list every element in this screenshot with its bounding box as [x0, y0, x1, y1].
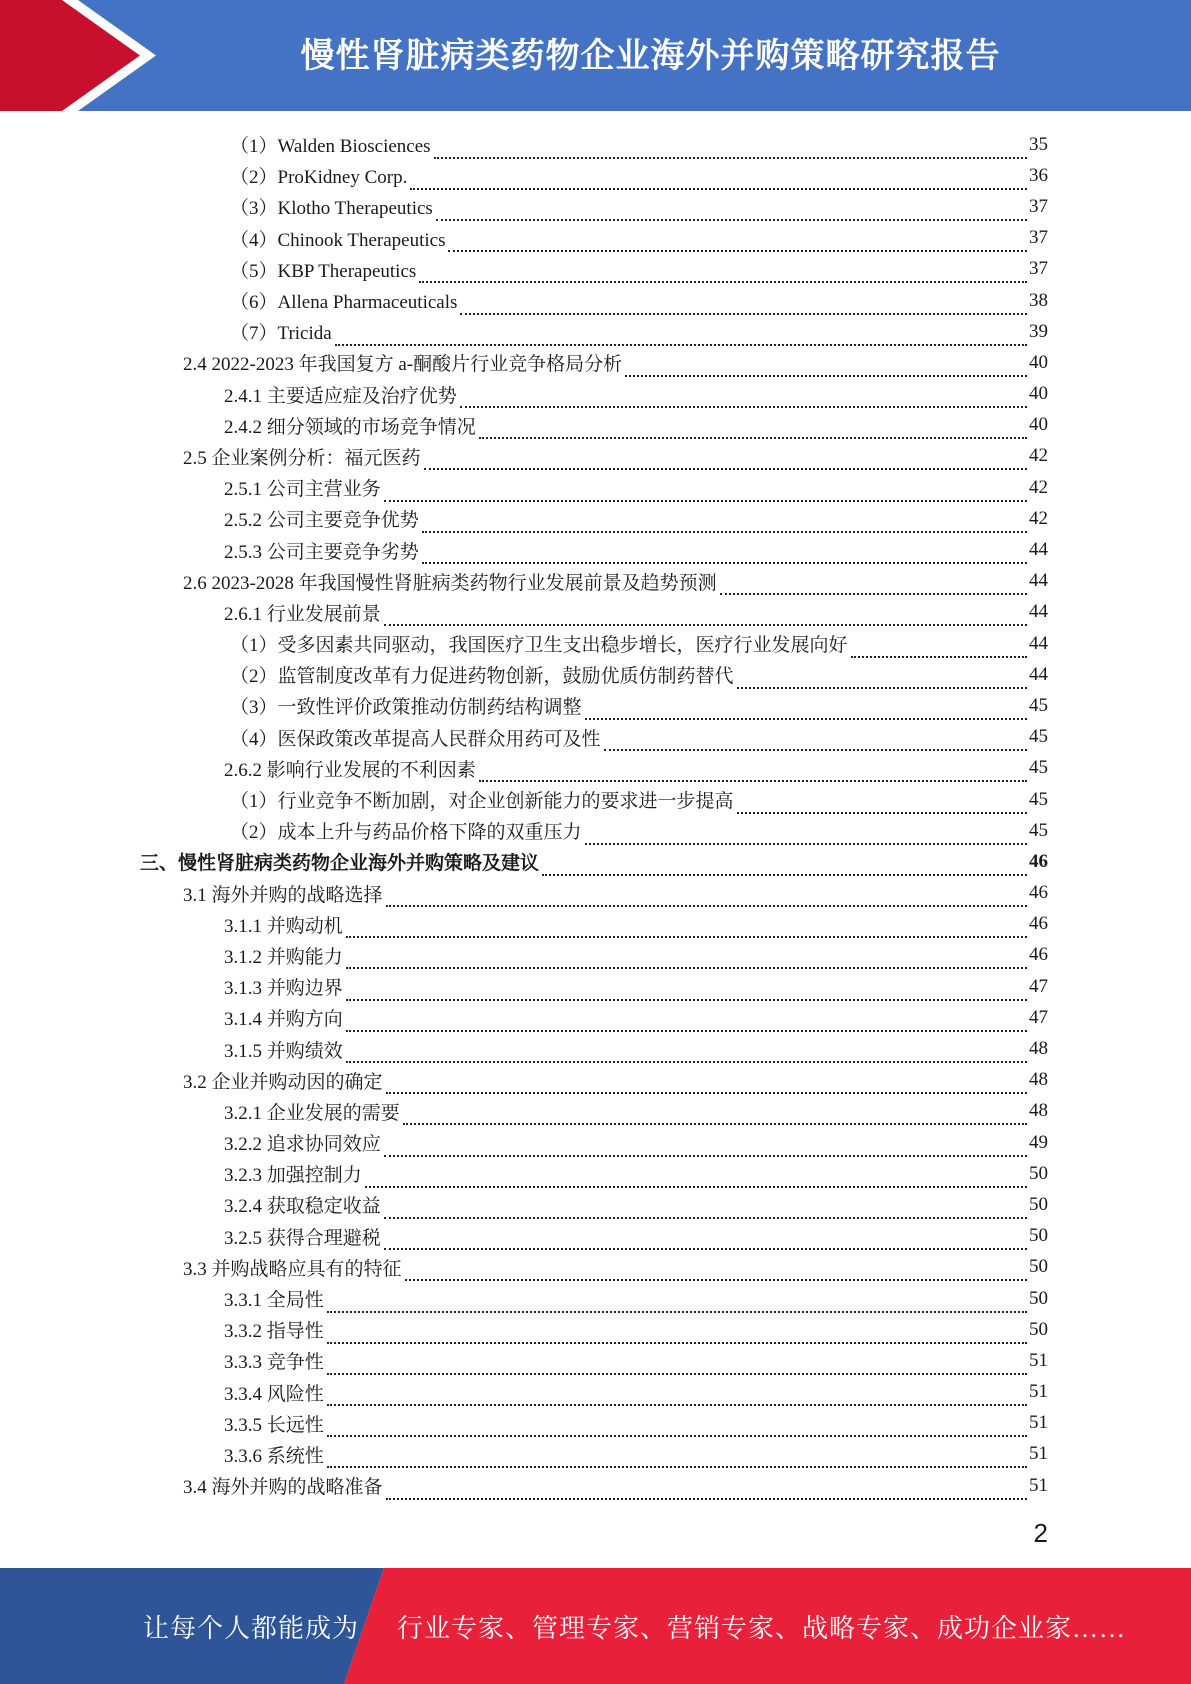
toc-entry-label: 3.2.3 加强控制力	[224, 1165, 362, 1187]
toc-entry-page: 45	[1029, 819, 1048, 841]
toc-entry[interactable]	[230, 659, 1048, 690]
toc-entry[interactable]	[230, 628, 1048, 659]
toc-leader-dots	[384, 1135, 1027, 1157]
toc-entry-page: 46	[1029, 850, 1048, 872]
toc-entry[interactable]	[224, 1002, 1048, 1033]
toc-entry[interactable]	[183, 566, 1048, 597]
toc-entry-label: 3.2.2 追求协同效应	[224, 1134, 381, 1156]
toc-entry[interactable]	[230, 722, 1048, 753]
toc-entry-label: 三、慢性肾脏病类药物企业海外并购策略及建议	[140, 853, 540, 875]
toc-entry-page: 39	[1029, 320, 1048, 342]
toc-entry-page: 46	[1029, 882, 1048, 904]
toc-entry-label: 3.1.1 并购动机	[224, 915, 343, 937]
toc-leader-dots	[346, 1041, 1027, 1063]
toc-entry[interactable]	[230, 254, 1048, 285]
toc-entry-label: （2）成本上升与药品价格下降的双重压力	[230, 822, 582, 844]
toc-leader-dots	[460, 293, 1027, 315]
toc-leader-dots	[403, 1103, 1027, 1125]
toc-entry-label: 3.3.1 全局性	[224, 1290, 324, 1312]
toc-entry[interactable]	[230, 191, 1048, 222]
toc-entry-label: 3.2.1 企业发展的需要	[224, 1102, 400, 1124]
footer-slogan-left: 让每个人都能成为	[143, 1614, 360, 1643]
toc-entry-label: 3.3.5 长远性	[224, 1414, 324, 1436]
toc-leader-dots	[720, 573, 1027, 595]
toc-entry[interactable]	[230, 223, 1048, 254]
toc-entry-page: 40	[1029, 383, 1048, 405]
toc-entry-page: 51	[1029, 1381, 1048, 1403]
toc-entry-page: 50	[1029, 1162, 1048, 1184]
toc-entry[interactable]	[224, 472, 1048, 503]
toc-leader-dots	[410, 168, 1027, 190]
toc-leader-dots	[479, 417, 1027, 439]
toc-entry-page: 44	[1029, 632, 1048, 654]
toc-entry-page: 40	[1029, 414, 1048, 436]
toc-entry-page: 44	[1029, 570, 1048, 592]
toc-entry-page: 45	[1029, 757, 1048, 779]
toc-entry-page: 48	[1029, 1038, 1048, 1060]
toc-entry-label: 3.3 并购战略应具有的特征	[183, 1258, 402, 1280]
toc-entry[interactable]	[224, 1189, 1048, 1220]
toc-entry-label: 3.1.3 并购边界	[224, 978, 343, 1000]
toc-entry-page: 44	[1029, 663, 1048, 685]
toc-entry-page: 50	[1029, 1256, 1048, 1278]
toc-entry-page: 44	[1029, 601, 1048, 623]
toc-leader-dots	[434, 137, 1027, 159]
toc-entry-page: 47	[1029, 1006, 1048, 1028]
toc-entry[interactable]	[224, 1377, 1048, 1408]
toc-entry-page: 46	[1029, 913, 1048, 935]
toc-leader-dots	[585, 823, 1027, 845]
toc-leader-dots	[346, 979, 1027, 1001]
toc-entry-label: （4）医保政策改革提高人民群众用药可及性	[230, 728, 601, 750]
toc-leader-dots	[384, 1228, 1027, 1250]
toc-leader-dots	[327, 1446, 1027, 1468]
toc-entry-page: 51	[1029, 1474, 1048, 1496]
toc-entry-page: 45	[1029, 726, 1048, 748]
toc-leader-dots	[851, 636, 1027, 658]
toc-entry[interactable]	[230, 316, 1048, 347]
toc-entry-label: （1）行业竞争不断加剧，对企业创新能力的要求进一步提高	[230, 791, 734, 813]
toc-leader-dots	[585, 698, 1027, 720]
toc-entry-label: 3.3.6 系统性	[224, 1445, 324, 1467]
toc-entry-page: 48	[1029, 1069, 1048, 1091]
toc-leader-dots	[460, 386, 1027, 408]
toc-entry[interactable]	[183, 1065, 1048, 1096]
toc-leader-dots	[422, 542, 1027, 564]
toc-leader-dots	[384, 604, 1027, 626]
toc-entry-label: 3.3.3 竞争性	[224, 1352, 324, 1374]
toc-entry[interactable]	[224, 379, 1048, 410]
toc-entry-page: 50	[1029, 1225, 1048, 1247]
toc-leader-dots	[737, 792, 1027, 814]
toc-entry[interactable]	[224, 1408, 1048, 1439]
toc-entry-label: （1）受多因素共同驱动，我国医疗卫生支出稳步增长，医疗行业发展向好	[230, 635, 848, 657]
toc-entry-label: 2.5 企业案例分析：福元医药	[183, 447, 421, 469]
toc-leader-dots	[386, 1072, 1027, 1094]
toc-entry[interactable]	[224, 1033, 1048, 1064]
toc-entry[interactable]	[183, 878, 1048, 909]
toc-entry-page: 38	[1029, 289, 1048, 311]
toc-leader-dots	[604, 729, 1027, 751]
toc-entry-page: 45	[1029, 694, 1048, 716]
toc-entry-label: 3.4 海外并购的战略准备	[183, 1477, 383, 1499]
toc-leader-dots	[327, 1415, 1027, 1437]
toc-leader-dots	[335, 324, 1027, 346]
toc-leader-dots	[479, 760, 1027, 782]
toc-entry-label: 2.6 2023-2028 年我国慢性肾脏病类药物行业发展前景及趋势预测	[183, 572, 717, 594]
toc-entry-label: 2.5.2 公司主要竞争优势	[224, 510, 419, 532]
report-title: 慢性肾脏病类药物企业海外并购策略研究报告	[300, 36, 1001, 76]
toc-entry-label: 3.1.2 并购能力	[224, 946, 343, 968]
toc-entry[interactable]	[224, 909, 1048, 940]
toc-entry-label: 3.1.5 并购绩效	[224, 1040, 343, 1062]
toc-leader-dots	[419, 261, 1027, 283]
toc-leader-dots	[542, 854, 1027, 876]
toc-entry[interactable]	[224, 1439, 1048, 1470]
toc-entry[interactable]	[224, 1314, 1048, 1345]
toc-entry-label: 3.2.4 获取稳定收益	[224, 1196, 381, 1218]
toc-leader-dots	[424, 448, 1027, 470]
toc-entry[interactable]	[183, 347, 1048, 378]
toc-entry-page: 37	[1029, 227, 1048, 249]
toc-entry-label: （2）ProKidney Corp.	[230, 167, 408, 189]
toc-leader-dots	[327, 1353, 1027, 1375]
toc-entry[interactable]	[224, 753, 1048, 784]
toc-leader-dots	[327, 1322, 1027, 1344]
toc-entry-page: 50	[1029, 1193, 1048, 1215]
toc-entry-page: 51	[1029, 1412, 1048, 1434]
toc-entry[interactable]	[224, 503, 1048, 534]
toc-entry-page: 51	[1029, 1349, 1048, 1371]
toc-entry[interactable]	[224, 1127, 1048, 1158]
toc-entry-page: 50	[1029, 1287, 1048, 1309]
toc-leader-dots	[365, 1166, 1027, 1188]
toc-leader-dots	[386, 1478, 1027, 1500]
toc-entry-label: （6）Allena Pharmaceuticals	[230, 292, 458, 314]
toc-leader-dots	[346, 916, 1027, 938]
toc-leader-dots	[384, 480, 1027, 502]
toc-entry[interactable]	[224, 971, 1048, 1002]
toc-entry-page: 51	[1029, 1443, 1048, 1465]
toc-entry[interactable]	[183, 1252, 1048, 1283]
toc-leader-dots	[386, 885, 1027, 907]
toc-entry-page: 46	[1029, 944, 1048, 966]
toc-entry[interactable]	[140, 846, 1048, 877]
toc-entry[interactable]	[224, 1345, 1048, 1376]
toc-leader-dots	[346, 1010, 1027, 1032]
toc-entry-page: 49	[1029, 1131, 1048, 1153]
page-number: 2	[1033, 1518, 1048, 1548]
toc-leader-dots	[448, 230, 1027, 252]
footer-band	[0, 1568, 1191, 1684]
toc-leader-dots	[422, 511, 1027, 533]
toc-entry[interactable]	[230, 160, 1048, 191]
toc-entry-label: 3.2.5 获得合理避税	[224, 1227, 381, 1249]
toc-entry[interactable]	[230, 285, 1048, 316]
toc-entry-label: （2）监管制度改革有力促进药物创新，鼓励优质仿制药替代	[230, 666, 734, 688]
toc-entry-label: （3）一致性评价政策推动仿制药结构调整	[230, 697, 582, 719]
toc-leader-dots	[625, 355, 1027, 377]
footer-slogan-right: 行业专家、管理专家、营销专家、战略专家、成功企业家……	[397, 1614, 1127, 1643]
toc-entry-page: 44	[1029, 539, 1048, 561]
toc-leader-dots	[346, 947, 1027, 969]
toc-entry[interactable]	[230, 690, 1048, 721]
toc-entry-label: 2.6.1 行业发展前景	[224, 603, 381, 625]
toc-entry-label: 3.3.4 风险性	[224, 1383, 324, 1405]
toc-leader-dots	[327, 1384, 1027, 1406]
header-band	[0, 0, 1191, 111]
toc-entry-label: （1）Walden Biosciences	[230, 136, 431, 158]
toc-entry[interactable]	[230, 784, 1048, 815]
toc-entry-label: 3.2 企业并购动因的确定	[183, 1071, 383, 1093]
toc-entry-label: （4）Chinook Therapeutics	[230, 229, 446, 251]
toc-entry-label: （3）Klotho Therapeutics	[230, 198, 433, 220]
toc-entry-label: 2.5.1 公司主营业务	[224, 479, 381, 501]
toc-entry[interactable]	[224, 1096, 1048, 1127]
toc-leader-dots	[436, 199, 1027, 221]
toc-entry[interactable]	[224, 410, 1048, 441]
toc-entry-page: 37	[1029, 258, 1048, 280]
toc-entry[interactable]	[224, 534, 1048, 565]
toc-entry-label: 2.4 2022-2023 年我国复方 a-酮酸片行业竞争格局分析	[183, 354, 623, 376]
toc-entry[interactable]	[183, 1470, 1048, 1501]
toc-entry-page: 35	[1029, 133, 1048, 155]
toc-entry[interactable]	[230, 129, 1048, 160]
toc-entry-page: 42	[1029, 507, 1048, 529]
toc-entry-page: 47	[1029, 975, 1048, 997]
toc-entry-page: 48	[1029, 1100, 1048, 1122]
table-of-contents	[0, 129, 1191, 1501]
toc-entry-label: 3.1 海外并购的战略选择	[183, 884, 383, 906]
toc-leader-dots	[327, 1291, 1027, 1313]
toc-entry[interactable]	[183, 441, 1048, 472]
toc-entry-label: 3.3.2 指导性	[224, 1321, 324, 1343]
toc-entry[interactable]	[224, 597, 1048, 628]
toc-entry-page: 42	[1029, 476, 1048, 498]
toc-entry[interactable]	[224, 940, 1048, 971]
toc-entry-page: 50	[1029, 1318, 1048, 1340]
toc-leader-dots	[384, 1197, 1027, 1219]
toc-entry-page: 42	[1029, 445, 1048, 467]
toc-entry[interactable]	[224, 1158, 1048, 1189]
toc-entry-page: 36	[1029, 164, 1048, 186]
toc-entry-page: 45	[1029, 788, 1048, 810]
toc-entry[interactable]	[224, 1283, 1048, 1314]
toc-entry-label: 3.1.4 并购方向	[224, 1009, 343, 1031]
toc-entry-label: （7）Tricida	[230, 323, 332, 345]
toc-entry-label: 2.4.2 细分领域的市场竞争情况	[224, 416, 476, 438]
toc-entry-label: 2.6.2 影响行业发展的不利因素	[224, 759, 476, 781]
toc-entry-label: 2.5.3 公司主要竞争劣势	[224, 541, 419, 563]
toc-leader-dots	[737, 667, 1027, 689]
toc-entry-label: 2.4.1 主要适应症及治疗优势	[224, 385, 457, 407]
toc-entry-page: 40	[1029, 351, 1048, 373]
toc-entry[interactable]	[230, 815, 1048, 846]
toc-entry[interactable]	[224, 1221, 1048, 1252]
toc-entry-page: 37	[1029, 195, 1048, 217]
toc-leader-dots	[405, 1259, 1027, 1281]
toc-entry-label: （5）KBP Therapeutics	[230, 260, 417, 282]
